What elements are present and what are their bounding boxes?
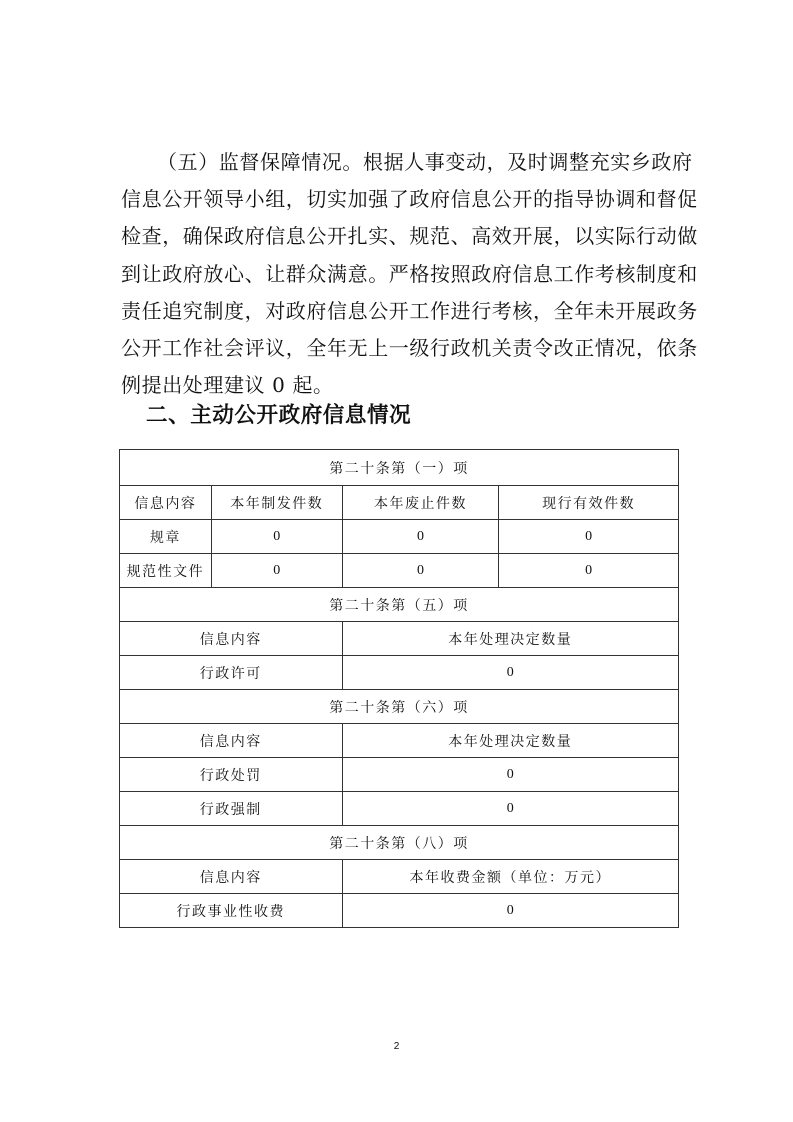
paragraph-line: 到让政府放心、让群众满意。严格按照政府信息工作考核制度和 — [121, 261, 698, 286]
table-cell: 0 — [211, 520, 342, 554]
row-label: 行政事业性收费 — [120, 894, 343, 928]
table-cell: 0 — [211, 554, 342, 588]
paragraph-line: 公开工作社会评议，全年无上一级行政机关责令改正情况，依条 — [121, 336, 698, 361]
row-label: 规章 — [120, 520, 212, 554]
row-label: 行政许可 — [120, 656, 343, 690]
section-title: 第二十条第（六）项 — [120, 690, 679, 724]
table-cell: 0 — [342, 758, 678, 792]
paragraph-line: （五）监督保障情况。根据人事变动，及时调整充实乡政府 — [157, 150, 693, 174]
column-header: 本年废止件数 — [342, 486, 499, 520]
page-number: 2 — [393, 1041, 400, 1052]
paragraph-line: 责任追究制度，对政府信息公开工作进行考核，全年未开展政务 — [121, 298, 698, 323]
column-header: 信息内容 — [120, 486, 212, 520]
table-cell: 0 — [342, 894, 678, 928]
row-label: 规范性文件 — [120, 554, 212, 588]
section-title: 第二十条第（一）项 — [120, 450, 679, 486]
row-label: 行政处罚 — [120, 758, 343, 792]
table-cell: 0 — [342, 656, 678, 690]
column-header: 本年制发件数 — [211, 486, 342, 520]
disclosure-table — [119, 449, 679, 928]
table-cell: 0 — [499, 520, 679, 554]
section-title: 第二十条第（五）项 — [120, 588, 679, 622]
table-cell: 0 — [499, 554, 679, 588]
section-title: 第二十条第（八）项 — [120, 826, 679, 860]
paragraph-line: 例提出处理建议 0 起。 — [121, 373, 334, 398]
table-cell: 0 — [342, 520, 499, 554]
column-header: 本年处理决定数量 — [342, 622, 678, 656]
row-label: 行政强制 — [120, 792, 343, 826]
column-header: 信息内容 — [120, 622, 343, 656]
table-cell: 0 — [342, 792, 678, 826]
body-paragraph — [121, 144, 698, 404]
column-header: 信息内容 — [120, 860, 343, 894]
paragraph-line: 检查，确保政府信息公开扎实、规范、高效开展，以实际行动做 — [121, 224, 698, 249]
column-header: 现行有效件数 — [499, 486, 679, 520]
section-heading: 二、主动公开政府信息情况 — [146, 403, 412, 428]
table-cell: 0 — [342, 554, 499, 588]
paragraph-line: 信息公开领导小组，切实加强了政府信息公开的指导协调和督促 — [121, 187, 698, 212]
column-header: 本年处理决定数量 — [342, 724, 678, 758]
column-header: 信息内容 — [120, 724, 343, 758]
column-header: 本年收费金额（单位：万元） — [342, 860, 678, 894]
